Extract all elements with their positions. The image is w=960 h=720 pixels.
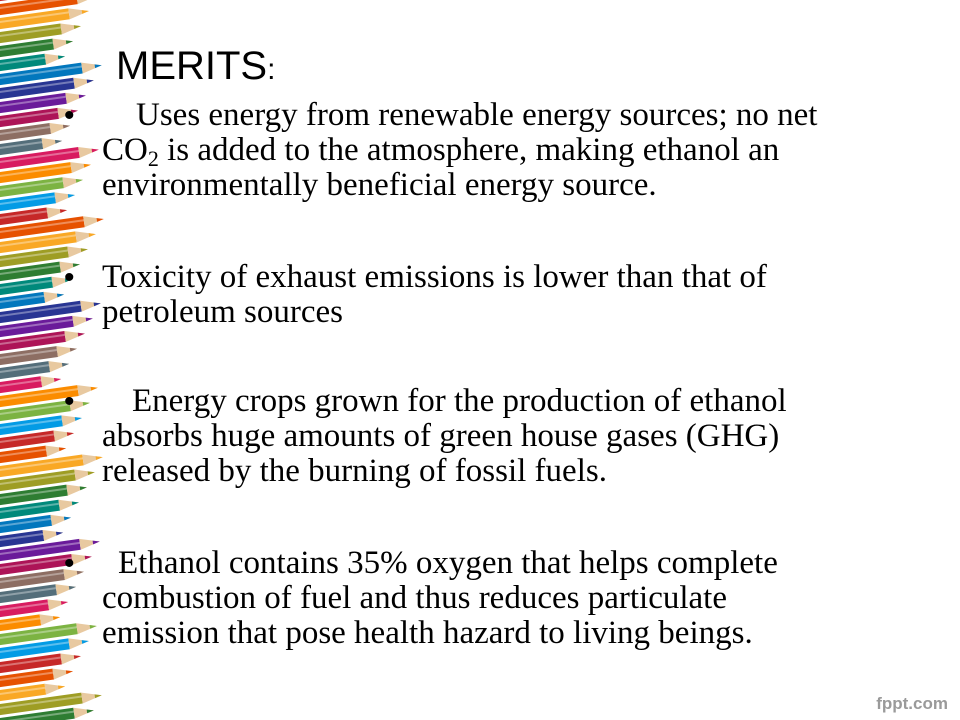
bullet-line: Energy crops grown for the production of ethanol: [132, 383, 787, 419]
fppt-watermark: fppt.com: [876, 694, 948, 713]
bullet-item-renewable: [64, 97, 902, 203]
co2-formula: $CO_2$: [102, 132, 159, 171]
bullet-dot: •: [64, 547, 75, 580]
bullet-item-toxicity: [64, 259, 902, 330]
bullet-line: emission that pose health hazard to living beings.: [102, 615, 753, 651]
bullet-dot: •: [64, 261, 75, 294]
title-text: MERITS: [116, 44, 268, 88]
bullet-item-energy-crops: [64, 383, 902, 489]
bullet-line: environmentally beneficial energy source.: [102, 167, 657, 203]
bullet-dot: •: [64, 385, 75, 418]
bullet-line: petroleum sources: [102, 294, 344, 330]
bullet-line: combustion of fuel and thus reduces particulate: [102, 580, 727, 616]
bullet-line: Uses energy from renewable energy sources; no net: [136, 97, 818, 133]
bullet-line: released by the burning of fossil fuels.: [102, 453, 607, 489]
slide-title: [116, 42, 275, 94]
bullet-line: Ethanol contains 35% oxygen that helps complete: [118, 545, 778, 581]
bullet-dot: •: [64, 99, 75, 132]
bullet-line: $CO_2$ is added to the atmosphere, making ethanol an: [102, 132, 780, 171]
bullet-item-oxygen: [64, 545, 902, 651]
bullet-line: Toxicity of exhaust emissions is lower than that of: [102, 259, 767, 295]
bullet-line: absorbs huge amounts of green house gases (GHG): [102, 418, 780, 454]
title-colon: :: [267, 53, 276, 86]
